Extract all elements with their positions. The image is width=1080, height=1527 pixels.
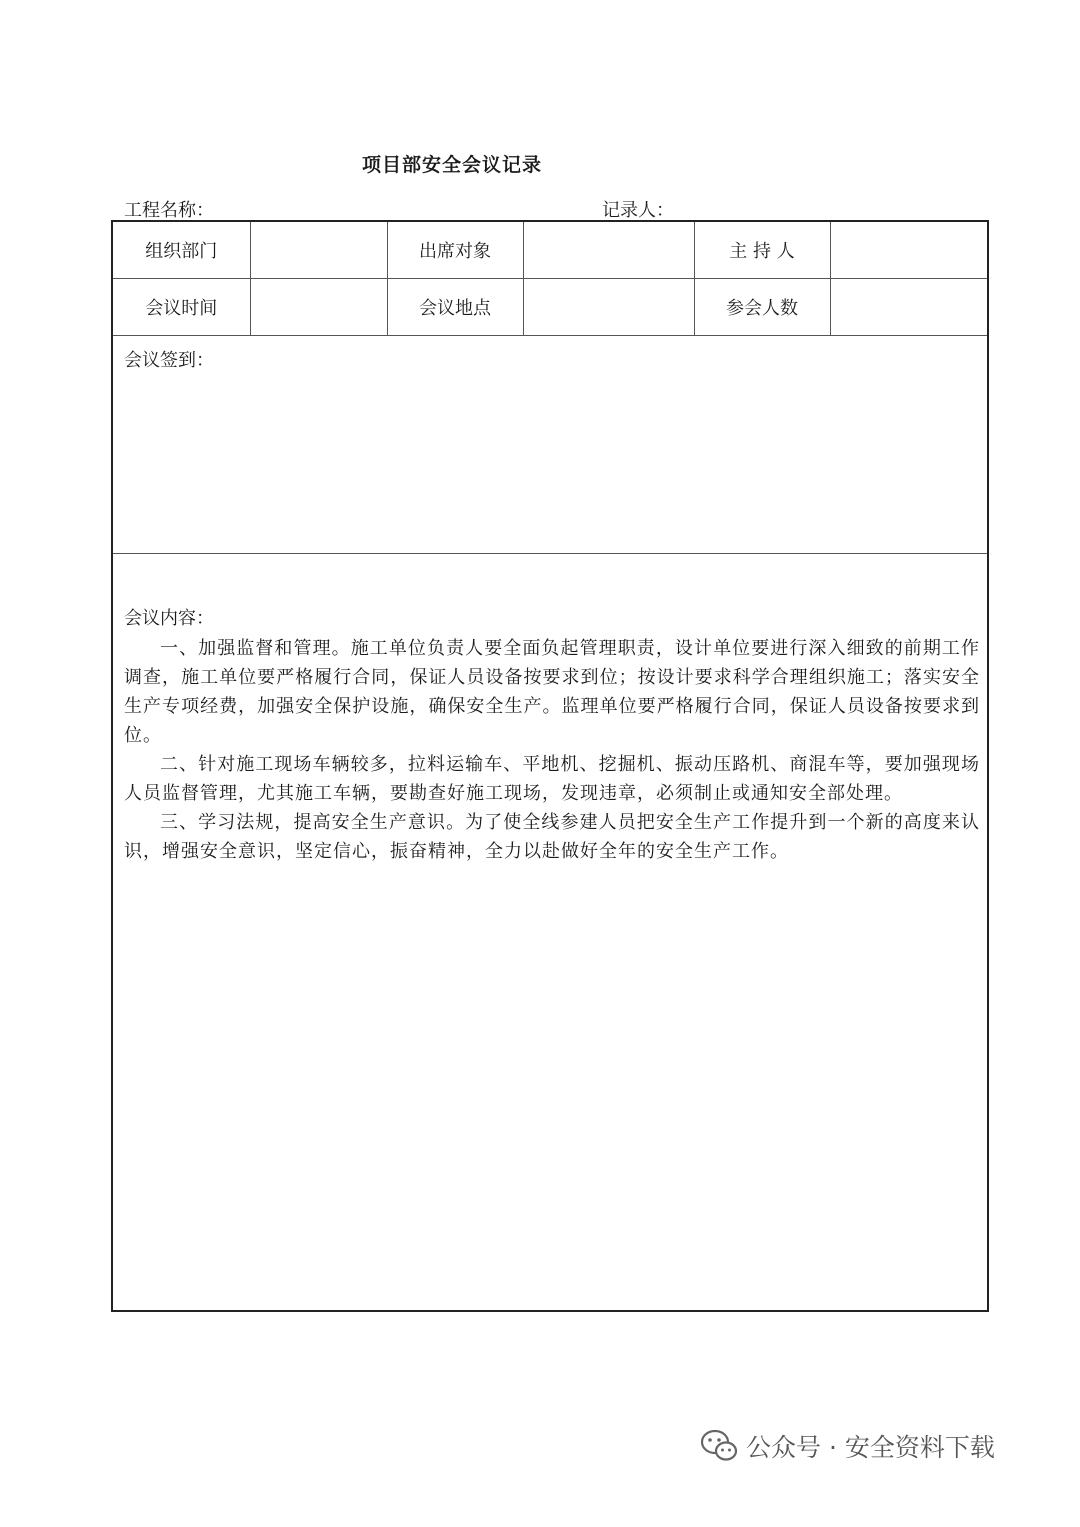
meeting-location-value[interactable] (523, 279, 694, 336)
meeting-location-label: 会议地点 (387, 279, 523, 336)
meeting-form (111, 220, 989, 1312)
recorder-label: 记录人： (602, 200, 674, 221)
table-row (113, 222, 987, 279)
meeting-time-value[interactable] (250, 279, 387, 336)
content-paragraph-1: 一、加强监督和管理。施工单位负责人要全面负起管理职责，设计单位要进行深入细致的前期工作调查，施工单位要严格履行合同，保证人员设备按要求到位；按设计要求科学合理组织施工；落实安全生产专项经费，加强安全保护设施，确保安全生产。监理单位要严格履行合同，保证人员设备按要求到位。 (124, 638, 980, 746)
host-label: 主 持 人 (694, 222, 830, 279)
meeting-time-label: 会议时间 (113, 279, 250, 336)
organizing-dept-value[interactable] (250, 222, 387, 279)
attendees-value[interactable] (523, 222, 694, 279)
participant-count-value[interactable] (830, 279, 987, 336)
content-label: 会议内容： (124, 608, 214, 629)
wechat-icon (700, 1429, 738, 1463)
host-value[interactable] (830, 222, 987, 279)
project-name-label: 工程名称： (124, 200, 214, 221)
meeting-info-table (113, 222, 987, 336)
table-row (113, 279, 987, 336)
content-paragraph-2: 二、针对施工现场车辆较多，拉料运输车、平地机、挖掘机、振动压路机、商混车等，要加强现场人员监督管理，尤其施工车辆，要勘查好施工现场，发现违章，必须制止或通知安全部处理。 (124, 754, 980, 804)
meeting-content-section (124, 604, 980, 866)
watermark-text: 公众号 · 安全资料下载 (746, 1433, 995, 1462)
signin-section[interactable] (113, 336, 987, 554)
organizing-dept-label: 组织部门 (113, 222, 250, 279)
document-title: 项目部安全会议记录 (362, 154, 543, 176)
attendees-label: 出席对象 (387, 222, 523, 279)
watermark (700, 1428, 995, 1464)
signin-label: 会议签到： (124, 350, 214, 371)
content-paragraph-3: 三、学习法规，提高安全生产意识。为了使全线参建人员把安全生产工作提升到一个新的高度来认识，增强安全意识，坚定信心，振奋精神，全力以赴做好全年的安全生产工作。 (124, 812, 980, 862)
participant-count-label: 参会人数 (694, 279, 830, 336)
